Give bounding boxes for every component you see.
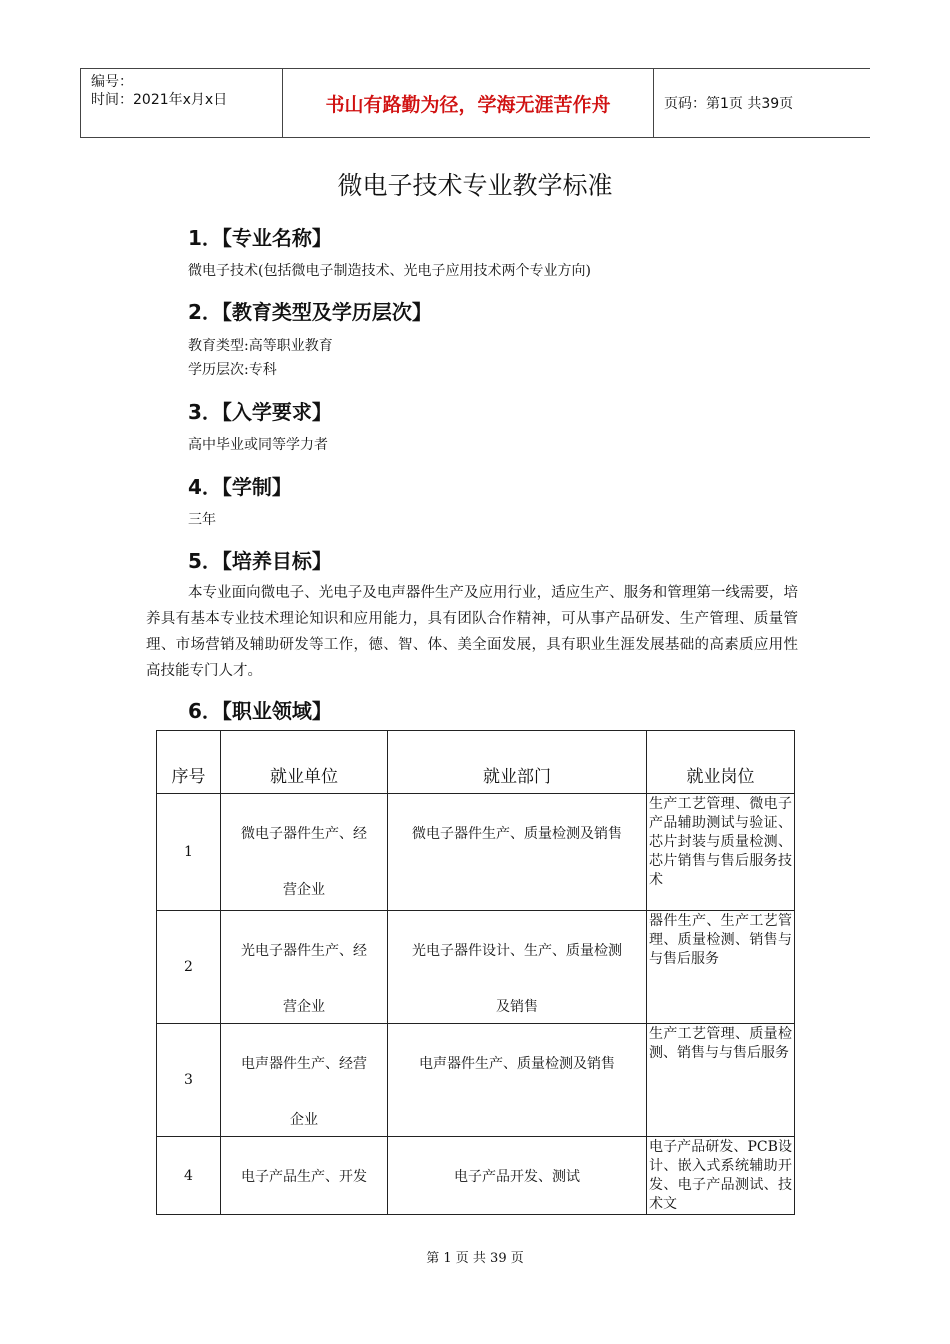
row-unit-line2: 营企业: [283, 882, 325, 898]
row-dept-line1: 光电子器件设计、生产、质量检测: [412, 943, 622, 959]
table-row: [157, 1024, 795, 1137]
row-unit-line1: 电声器件生产、经营: [241, 1056, 367, 1072]
row-dept: [388, 1024, 647, 1137]
row-unit: [221, 794, 388, 911]
section-heading-5: 5．【培养目标】: [188, 549, 332, 573]
row-unit-line1: 电子产品生产、开发: [241, 1169, 367, 1185]
row-unit: [221, 911, 388, 1024]
table-row: [157, 911, 795, 1024]
row-post: [647, 1137, 795, 1215]
row-post: 生产工艺管理、质量检测、销售与与售后服务: [647, 1024, 795, 1137]
motto: 书山有路勤为径，学海无涯苦作舟: [282, 69, 654, 137]
header-post: 就业岗位: [647, 731, 795, 794]
row-post: 生产工艺管理、微电子产品辅助测试与验证、芯片封装与质量检测、芯片销售与售后服务技术: [647, 794, 795, 911]
section-heading-6: 6．【职业领域】: [188, 699, 332, 723]
header-no: 序号: [157, 731, 221, 794]
page-title: 微电子技术专业教学标准: [337, 171, 613, 200]
section-text-2a: 教育类型:高等职业教育: [188, 338, 333, 354]
section-text-1: 微电子技术(包括微电子制造技术、光电子应用技术两个专业方向): [188, 263, 591, 279]
page-info: 页码：第1页 共39页: [664, 96, 794, 112]
section-text-2b: 学历层次:专科: [188, 362, 277, 378]
row-dept: [388, 911, 647, 1024]
row-dept-line2: 及销售: [496, 999, 538, 1015]
header-meta: [80, 69, 282, 137]
row-unit-line2: 企业: [290, 1112, 318, 1128]
row-dept-line1: 电声器件生产、质量检测及销售: [419, 1056, 615, 1072]
section-heading-1: 1．【专业名称】: [188, 226, 332, 250]
section-text-4: 三年: [188, 512, 216, 528]
header-dept: 就业部门: [388, 731, 647, 794]
row-unit-line2: 营企业: [283, 999, 325, 1015]
row-unit-line1: 微电子器件生产、经: [241, 826, 367, 842]
row-no: 4: [157, 1137, 221, 1215]
row-unit: [221, 1137, 388, 1215]
table-header-row: [157, 731, 795, 794]
page-footer: 第 1 页 共 39 页: [426, 1251, 524, 1266]
row-dept-line1: 电子产品开发、测试: [454, 1169, 580, 1185]
section-heading-3: 3．【入学要求】: [188, 400, 332, 424]
document-header: [80, 68, 870, 138]
section-text-3: 高中毕业或同等学力者: [188, 437, 328, 453]
row-unit: [221, 1024, 388, 1137]
row-no: 3: [157, 1024, 221, 1137]
number-label: 编号：: [91, 74, 133, 90]
row-no: 1: [157, 794, 221, 911]
career-field-table: [156, 730, 795, 1215]
section-heading-4: 4．【学制】: [188, 475, 292, 499]
row-post-text: 电子产品研发、PCB设计、嵌入式系统辅助开发、电子产品测试、技术文: [649, 1139, 792, 1212]
time-label: 时间：2021年x月x日: [91, 92, 228, 108]
header-unit: 就业单位: [221, 731, 388, 794]
row-dept: [388, 794, 647, 911]
row-no: 2: [157, 911, 221, 1024]
table-row: [157, 1137, 795, 1215]
section-heading-2: 2．【教育类型及学历层次】: [188, 300, 432, 324]
table-row: [157, 794, 795, 911]
row-unit-line1: 光电子器件生产、经: [241, 943, 367, 959]
row-dept: [388, 1137, 647, 1215]
row-dept-line1: 微电子器件生产、质量检测及销售: [412, 826, 622, 842]
row-post: 器件生产、生产工艺管理、质量检测、销售与与售后服务: [647, 911, 795, 1024]
section-text-5: 本专业面向微电子、光电子及电声器件生产及应用行业，适应生产、服务和管理第一线需要，培养具有基本专业技术理论知识和应用能力，具有团队合作精神，可从事产品研发、生产管理、质量管理、市场营销及辅助研发等工作，德、智、体、美全面发展，具有职业生涯发展基础的高素质应用性高技能专门人才。: [146, 585, 798, 679]
